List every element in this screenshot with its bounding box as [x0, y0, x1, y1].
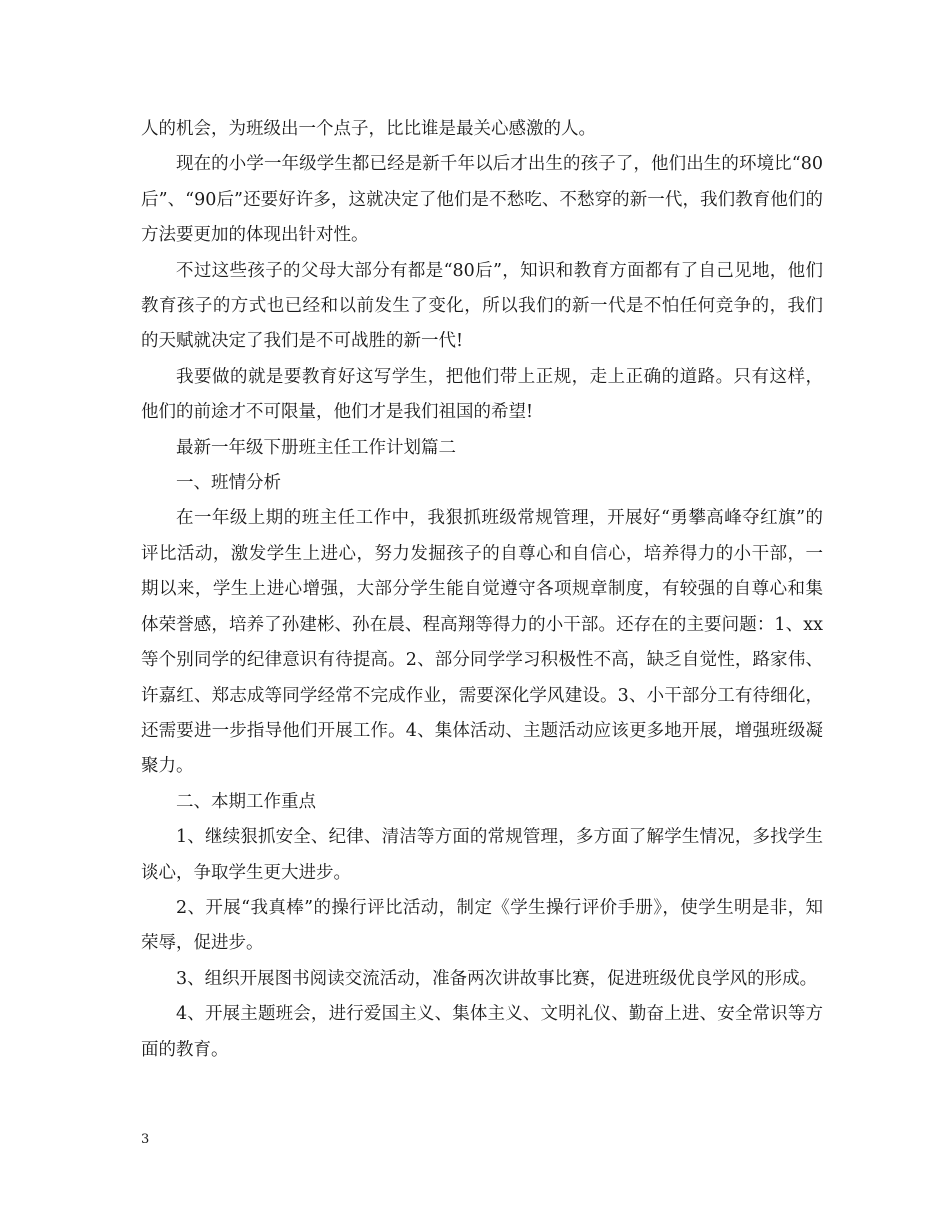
section-heading: 二、本期工作重点	[176, 791, 316, 812]
document-body	[141, 112, 823, 1068]
list-item: 1、继续狠抓安全、纪律、清洁等方面的常规管理，多方面了解学生情况，多找学生谈心，争取学生更大进步。	[141, 827, 823, 883]
paragraph: 现在的小学一年级学生都已经是新千年以后才出生的孩子了，他们出生的环境比“80后”、“90后”还要好许多，这就决定了他们是不愁吃、不愁穿的新一代，我们教育他们的方法要更加的体现出针对性。	[141, 154, 823, 246]
paragraph: 我要做的就是要教育好这写学生，把他们带上正规，走上正确的道路。只有这样，他们的前途才不可限量，他们才是我们祖国的希望!	[141, 366, 823, 423]
paragraph: 不过这些孩子的父母大部分有都是“80后”，知识和教育方面都有了自己见地，他们教育孩子的方式也已经和以前发生了变化，所以我们的新一代是不怕任何竞争的，我们的天赋就决定了我们是不可战胜的新一代!	[141, 260, 823, 352]
list-item: 4、开展主题班会，进行爱国主义、集体主义、文明礼仪、勤奋上进、安全常识等方面的教育。	[141, 1004, 823, 1060]
section-heading: 一、班情分析	[176, 473, 281, 494]
page-number: 3	[141, 1132, 150, 1147]
paragraph: 在一年级上期的班主任工作中，我狠抓班级常规管理，开展好“勇攀高峰夺红旗”的评比活动，激发学生上进心，努力发掘孩子的自尊心和自信心，培养得力的小干部，一期以来，学生上进心增强，大部分学生能自觉遵守各项规章制度，有较强的自尊心和集体荣誉感，培养了孙建彬、孙在晨、程高翔等得力的小干部。还存在的主要问题：1、xx等个别同学的纪律意识有待提高。2、部分同学学习积极性不高，缺乏自觉性，路家伟、许嘉红、郑志成等同学经常不完成作业，需要深化学风建设。3、小干部分工有待细化，还需要进一步指导他们开展工作。4、集体活动、主题活动应该更多地开展，增强班级凝聚力。	[141, 508, 823, 777]
paragraph: 人的机会，为班级出一个点子，比比谁是最关心感激的人。	[141, 119, 596, 139]
list-item: 3、组织开展图书阅读交流活动，准备两次讲故事比赛，促进班级优良学风的形成。	[176, 968, 818, 989]
section-title: 最新一年级下册班主任工作计划篇二	[176, 437, 456, 458]
list-item: 2、开展“我真棒”的操行评比活动，制定《学生操行评价手册》，使学生明是非，知荣辱，促进步。	[141, 897, 823, 954]
